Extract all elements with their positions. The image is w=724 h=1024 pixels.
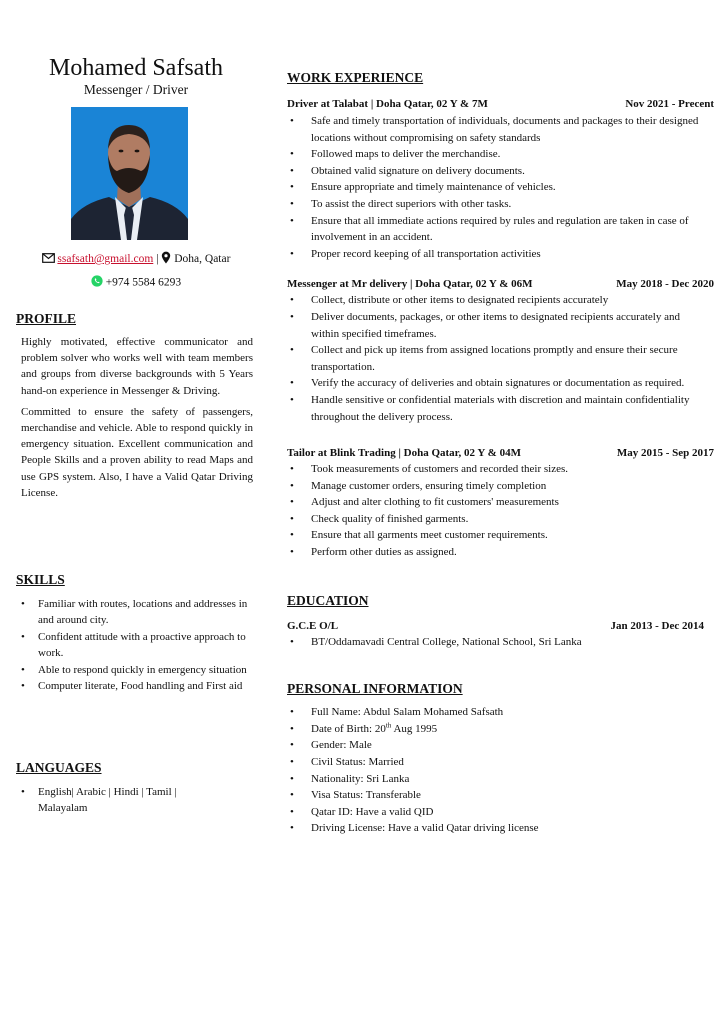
list-item: • Able to respond quickly in emergency situation — [38, 662, 250, 678]
map-pin-icon — [161, 251, 171, 268]
job-heading — [287, 445, 714, 461]
list-item: • Familiar with routes, locations and addresses in and around city. — [38, 596, 250, 629]
profile-paragraph-2: Committed to ensure the safety of passengers, merchandise and vehicle. Able to respond quickly in emergency situation. Excellent communication and People Skills and a proven ability to read Maps and use GPS system. Also, I have a Valid Qatar Driving License. — [21, 405, 253, 499]
contact-separator: | — [156, 253, 159, 266]
profile-title: PROFILE — [16, 311, 77, 326]
list-item: • Civil Status: Married — [311, 754, 714, 771]
contact-line — [16, 251, 256, 268]
job-entry — [287, 96, 714, 262]
job-dates: May 2018 - Dec 2020 — [616, 278, 714, 291]
list-item: • Qatar ID: Have a valid QID — [311, 804, 714, 821]
languages-title: LANGUAGES — [16, 760, 102, 775]
education-list — [287, 634, 714, 651]
job-duties-list — [287, 113, 714, 262]
education-dates: Jan 2013 - Dec 2014 — [610, 619, 704, 632]
list-item: • Deliver documents, packages, or other items to designated recipients accurately and within specified timeframes. — [311, 309, 714, 342]
list-item: • Collect, distribute or other items to designated recipients accurately — [311, 292, 714, 309]
profile-paragraph-1: Highly motivated, effective communicator and problem solver who works well with team members and groups from diverse backgrounds with 5 Years hand-on experience in Messenger & Driving. — [21, 336, 253, 397]
job-entry — [287, 445, 714, 561]
skills-title: SKILLS — [16, 572, 65, 587]
list-item: • Date of Birth: 20th Aug 1995 — [311, 721, 714, 738]
list-item: • Adjust and alter clothing to fit customers' measurements — [311, 494, 714, 511]
personal-information-list — [287, 704, 714, 837]
list-item: • Collect and pick up items from assigned locations promptly and ensure their secure transportation. — [311, 342, 714, 375]
email-link[interactable]: ssafsath@gmail.com — [57, 253, 154, 266]
list-item: • Confident attitude with a proactive approach to work. — [38, 629, 250, 662]
education-title: EDUCATION — [287, 592, 369, 608]
phone-line — [16, 275, 256, 291]
list-item: • BT/Oddamavadi Central College, National School, Sri Lanka — [311, 634, 714, 651]
list-item: • Full Name: Abdul Salam Mohamed Safsath — [311, 704, 714, 721]
education-heading — [287, 618, 714, 634]
list-item: • Perform other duties as assigned. — [311, 544, 714, 561]
right-column — [287, 70, 714, 837]
list-item: • Handle sensitive or confidential materials with discretion and maintain confidentiality throughout the delivery process. — [311, 392, 714, 425]
list-item: • Verify the accuracy of deliveries and obtain signatures or documentation as required. — [311, 375, 714, 392]
list-item: • Safe and timely transportation of individuals, documents and packages to their designed locations without compromising on safety standards — [311, 113, 714, 146]
work-experience-title: WORK EXPERIENCE — [287, 70, 424, 85]
list-item: • Ensure that all immediate actions required by rules and regulation are taken in case of involvement in an accident. — [311, 213, 714, 246]
job-entry — [287, 276, 714, 425]
languages-list — [16, 784, 213, 817]
profile-photo — [71, 107, 188, 240]
list-item: • Nationality: Sri Lanka — [311, 771, 714, 788]
list-item: • Ensure that all garments meet customer requirements. — [311, 527, 714, 544]
list-item: • Manage customer orders, ensuring timely completion — [311, 478, 714, 495]
skills-section — [16, 572, 256, 694]
whatsapp-icon — [91, 275, 103, 291]
list-item: • Ensure appropriate and timely maintenance of vehicles. — [311, 179, 714, 196]
languages-section — [16, 760, 256, 817]
list-item: • English| Arabic | Hindi | Tamil | Malayalam — [38, 784, 213, 817]
education-qualification: G.C.E O/L — [287, 619, 339, 632]
job-heading — [287, 276, 714, 292]
left-column — [16, 54, 256, 815]
list-item: • Check quality of finished garments. — [311, 511, 714, 528]
job-title: Tailor at Blink Trading | Doha Qatar, 02 Y & 04M — [287, 447, 521, 460]
list-item: • Followed maps to deliver the merchandise. — [311, 146, 714, 163]
personal-information-title: PERSONAL INFORMATION — [287, 681, 463, 697]
list-item: • Took measurements of customers and recorded their sizes. — [311, 461, 714, 478]
list-item: • Computer literate, Food handling and First aid — [38, 678, 250, 694]
profile-section — [16, 311, 256, 501]
list-item: • Gender: Male — [311, 737, 714, 754]
job-title: Driver at Talabat | Doha Qatar, 02 Y & 7M — [287, 98, 488, 110]
job-dates: Nov 2021 - Precent — [625, 98, 714, 110]
job-duties-list — [287, 461, 714, 561]
education-section — [287, 593, 714, 651]
list-item: • Driving License: Have a valid Qatar driving license — [311, 820, 714, 837]
location-text: Doha, Qatar — [174, 253, 231, 266]
personal-information-section — [287, 681, 714, 837]
candidate-role: Messenger / Driver — [83, 82, 189, 97]
job-title: Messenger at Mr delivery | Doha Qatar, 02 Y & 06M — [287, 278, 533, 291]
job-duties-list — [287, 292, 714, 425]
job-dates: May 2015 - Sep 2017 — [616, 447, 714, 460]
person-silhouette-icon — [71, 107, 188, 240]
candidate-name: Mohamed Safsath — [49, 55, 223, 81]
list-item: • Proper record keeping of all transportation activities — [311, 246, 714, 263]
list-item: • Obtained valid signature on delivery documents. — [311, 163, 714, 180]
list-item: • To assist the direct superiors with other tasks. — [311, 196, 714, 213]
phone-number: +974 5584 6293 — [105, 276, 182, 289]
job-heading — [287, 96, 714, 112]
skills-list — [16, 596, 250, 694]
list-item: • Visa Status: Transferable — [311, 787, 714, 804]
envelope-icon — [42, 253, 55, 267]
